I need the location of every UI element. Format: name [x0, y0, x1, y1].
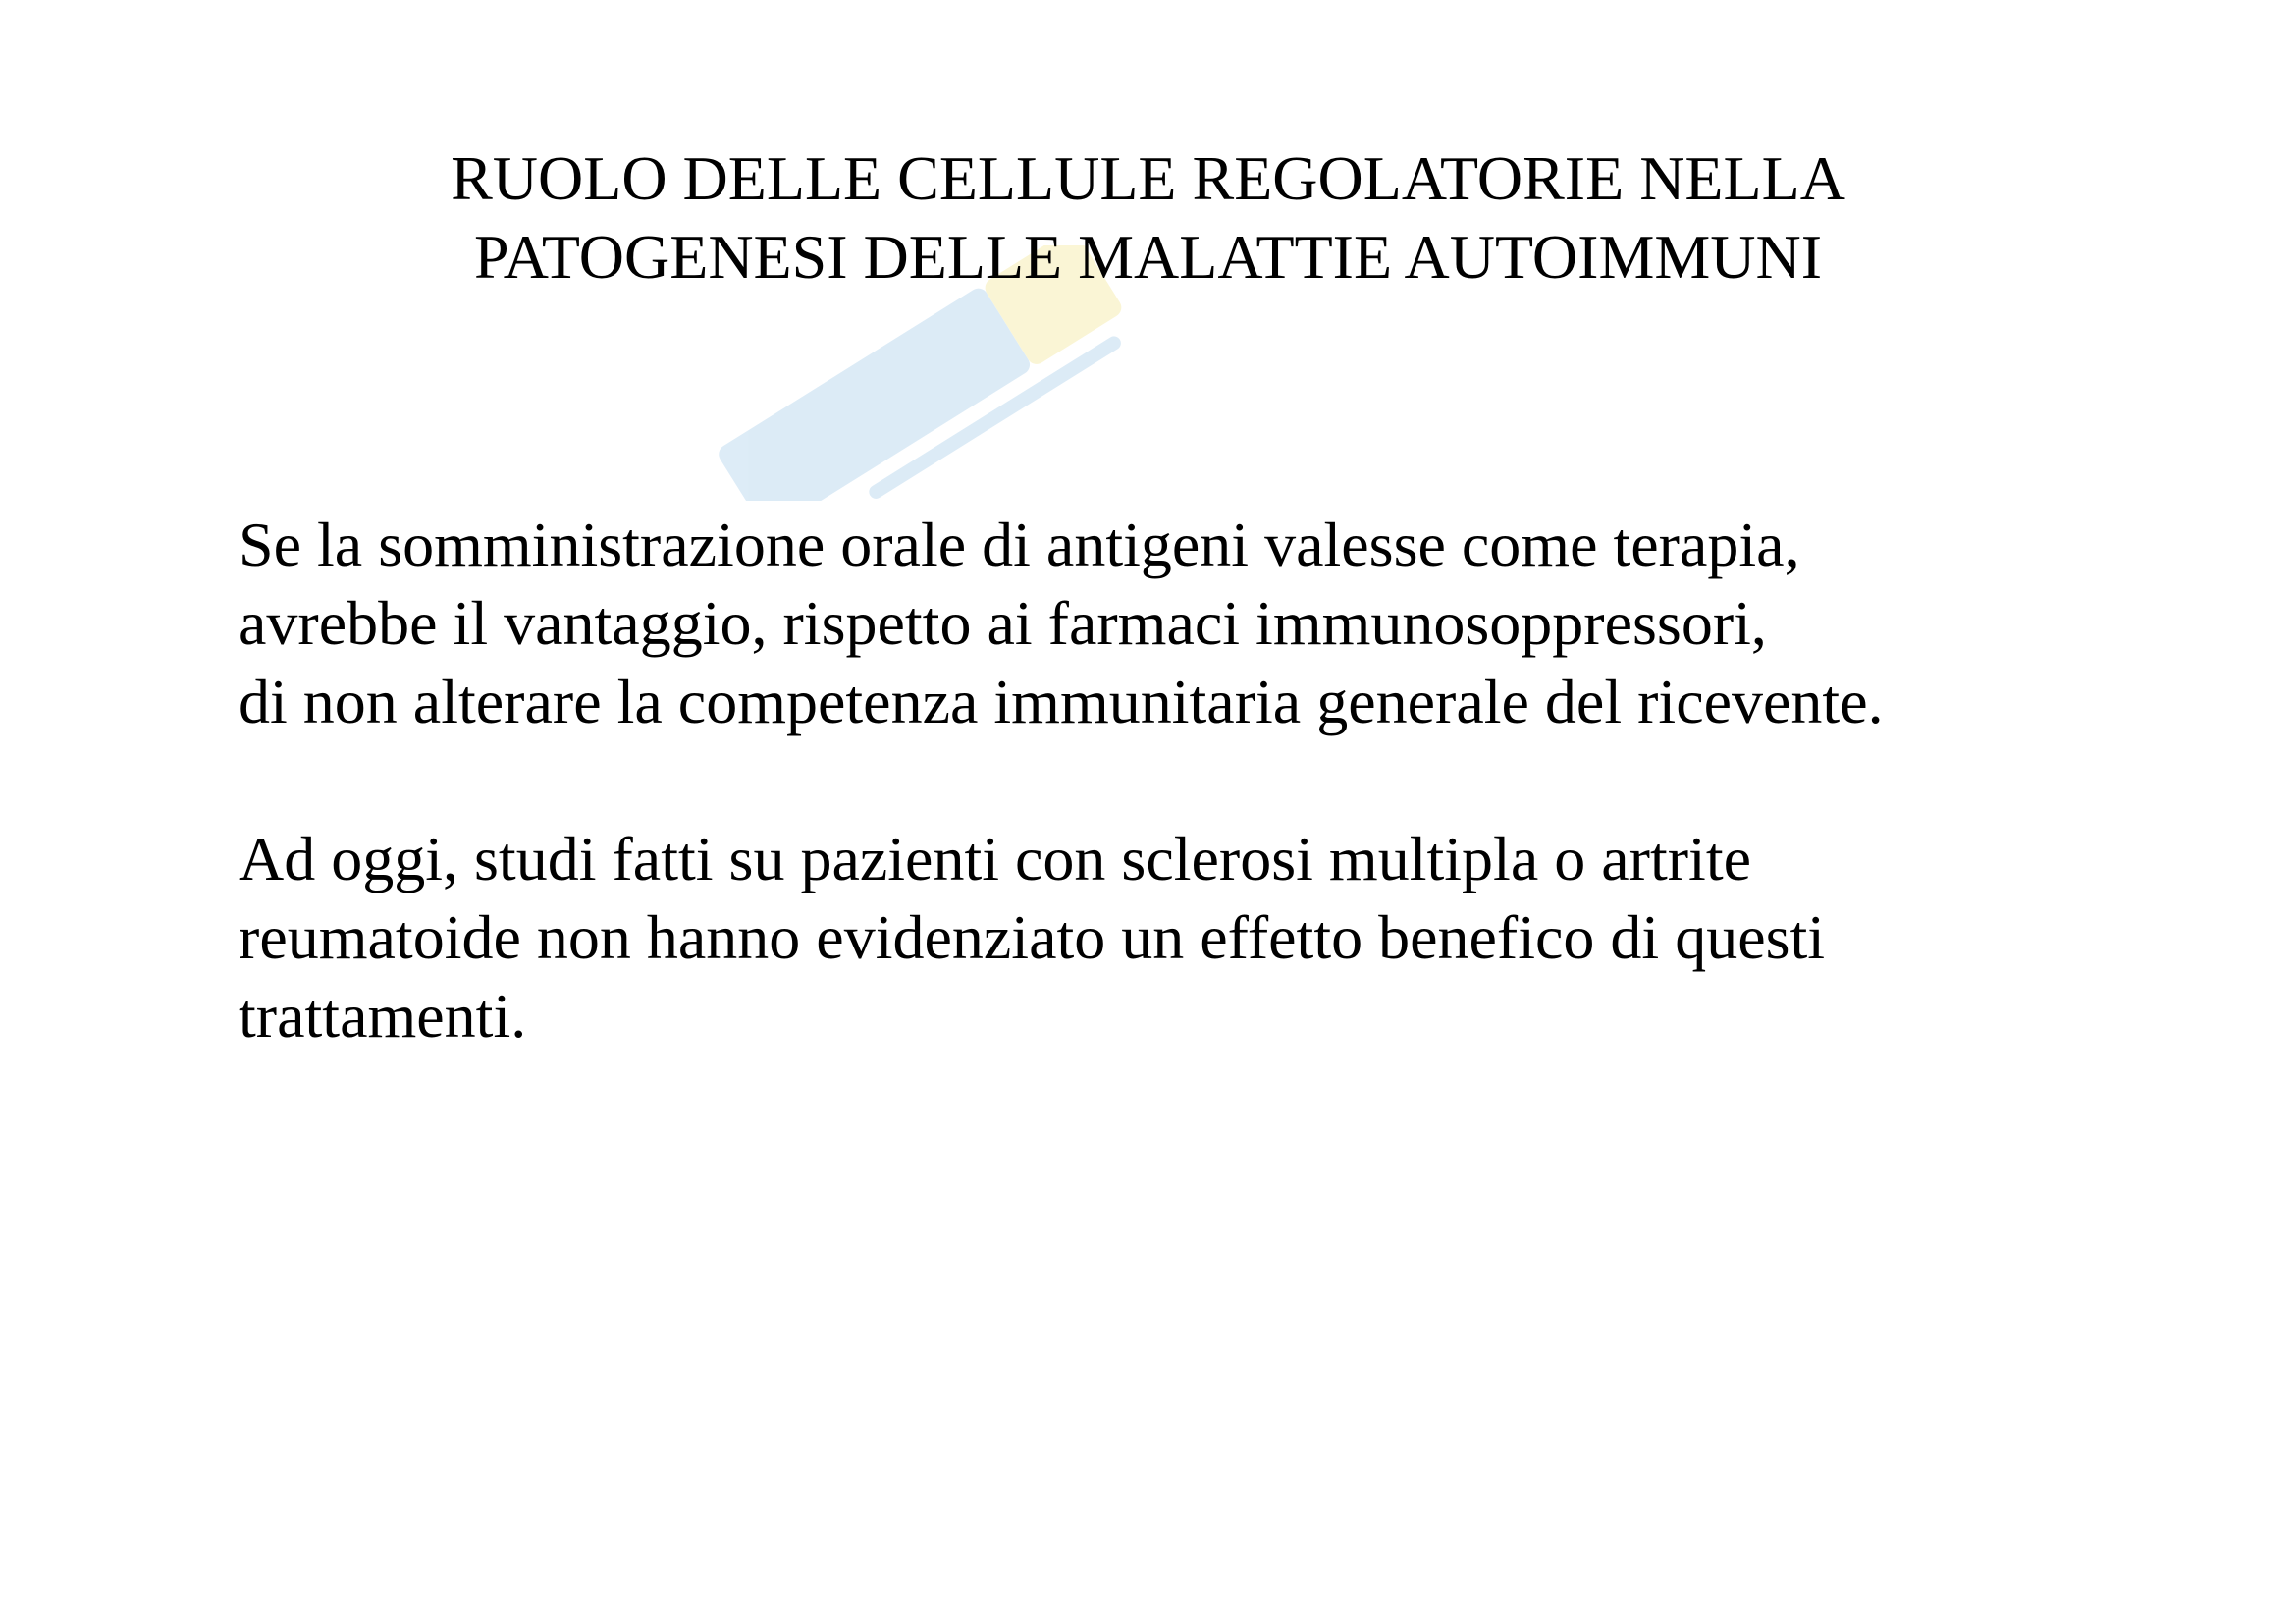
- text-line: trattamenti.: [239, 981, 527, 1051]
- text-line: di non alterare la competenza immunitaria generale del ricevente.: [239, 667, 1884, 736]
- title-line: PATOGENESI DELLE MALATTIE AUTOIMMUNI: [474, 222, 1822, 292]
- paragraph-therapy: [239, 506, 2104, 741]
- paragraph-studies: [239, 820, 2104, 1055]
- text-line: avrebbe il vantaggio, rispetto ai farmaci immunosoppressori,: [239, 588, 1767, 658]
- text-line: Se la somministrazione orale di antigeni valesse come terapia,: [239, 510, 1800, 579]
- page-title: [0, 139, 2296, 297]
- text-line: reumatoide non hanno evidenziato un effetto benefico di questi: [239, 902, 1826, 972]
- body-text: [239, 506, 2104, 1055]
- title-line: RUOLO DELLE CELLULE REGOLATORIE NELLA: [451, 143, 1845, 213]
- text-line: Ad oggi, studi fatti su pazienti con sclerosi multipla o artrite: [239, 824, 1751, 893]
